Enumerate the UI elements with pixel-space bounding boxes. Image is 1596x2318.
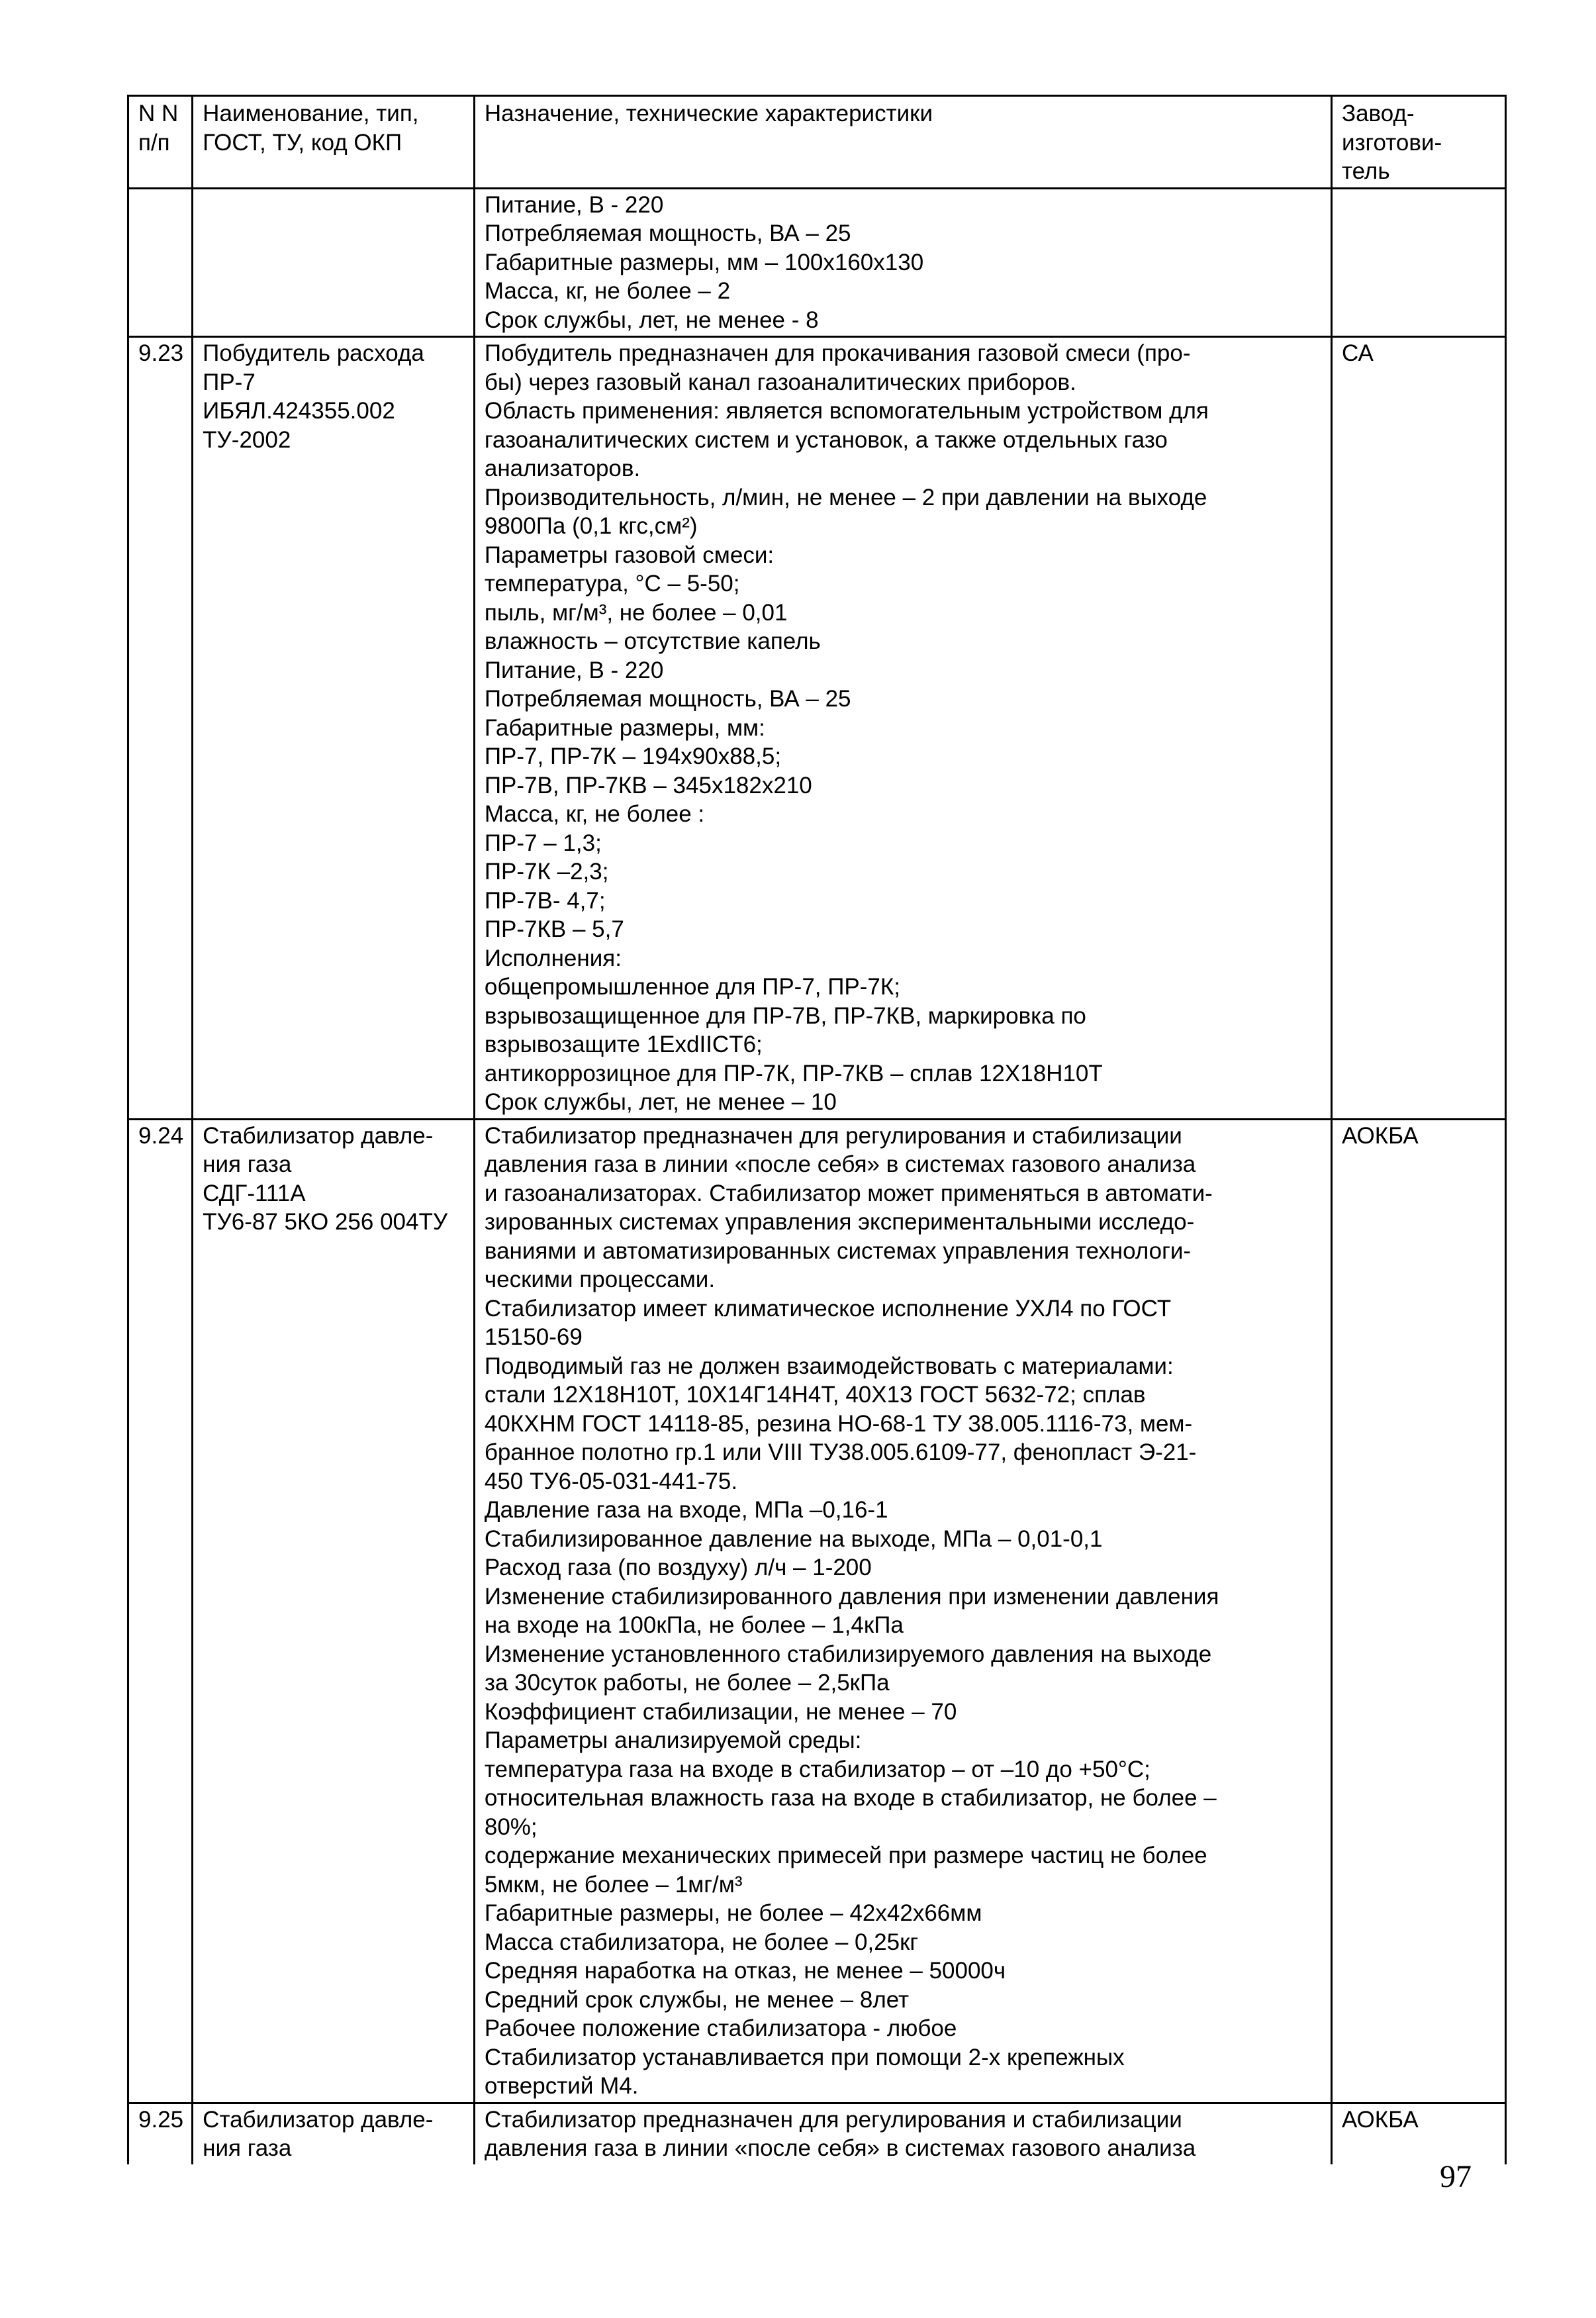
cell-desc-line: на входе на 100кПа, не более – 1,4кПа bbox=[484, 1612, 904, 1638]
cell-desc bbox=[474, 1119, 1331, 2103]
cell-desc-line: Потребляемая мощность, ВА – 25 bbox=[484, 686, 851, 712]
cell-desc-line: Расход газа (по воздуху) л/ч – 1-200 bbox=[484, 1555, 872, 1580]
cell-desc-line: Стабилизатор предназначен для регулирования и стабилизации bbox=[484, 1122, 1182, 1149]
cell-name-line: ния газа bbox=[203, 1151, 292, 1177]
cell-maker-text: АОКБА bbox=[1341, 2106, 1419, 2133]
header-maker bbox=[1331, 96, 1505, 189]
cell-desc-line: отверстий М4. bbox=[484, 2073, 639, 2099]
cell-desc-line: и газоанализаторах. Стабилизатор может применяться в автомати- bbox=[484, 1180, 1213, 1206]
cell-name-line: ИБЯЛ.424355.002 bbox=[203, 398, 395, 424]
cell-name-line: ТУ-2002 bbox=[203, 426, 291, 453]
cell-desc-line: Исполнения: bbox=[484, 945, 622, 971]
cell-desc-line: Средний срок службы, не менее – 8лет bbox=[484, 1986, 910, 2013]
cell-desc-line: пыль, мг/м³, не более – 0,01 bbox=[484, 599, 788, 626]
cell-desc-line: Давление газа на входе, МПа –0,16-1 bbox=[484, 1497, 888, 1523]
cell-num bbox=[128, 1119, 193, 2103]
cell-num bbox=[128, 188, 193, 337]
cell-desc-line: Производительность, л/мин, не менее – 2 при давлении на выходе bbox=[484, 484, 1207, 510]
header-desc-line: Назначение, технические характеристики bbox=[484, 101, 933, 126]
cell-name bbox=[193, 188, 475, 337]
cell-desc-line: Габаритные размеры, мм – 100х160х130 bbox=[484, 249, 924, 275]
cell-desc-line: 9800Па (0,1 кгс,см²) bbox=[484, 513, 698, 539]
header-desc bbox=[474, 96, 1331, 189]
cell-desc-line: Питание, В - 220 bbox=[484, 657, 664, 683]
cell-num-text: 9.23 bbox=[138, 340, 184, 366]
cell-desc-line: ПР-7К –2,3; bbox=[484, 859, 609, 885]
cell-name-line: Побудитель расхода bbox=[203, 340, 424, 366]
cell-desc-line: газоаналитических систем и установок, а также отдельных газо bbox=[484, 426, 1168, 453]
cell-maker bbox=[1331, 188, 1505, 337]
header-num bbox=[128, 96, 193, 189]
cell-desc-line: Рабочее положение стабилизатора - любое bbox=[484, 2015, 957, 2041]
cell-name-line: ТУ6-87 5КО 256 004ТУ bbox=[203, 1209, 448, 1235]
cell-maker bbox=[1331, 337, 1505, 1120]
cell-desc-line: ПР-7 – 1,3; bbox=[484, 830, 602, 856]
cell-desc-line: Масса, кг, не более : bbox=[484, 801, 705, 827]
table-row bbox=[128, 2103, 1506, 2164]
cell-desc-line: ПР-7, ПР-7К – 194х90х88,5; bbox=[484, 744, 782, 769]
cell-name-line: Стабилизатор давле- bbox=[203, 2106, 434, 2133]
cell-desc-line: 450 ТУ6-05-031-441-75. bbox=[484, 1468, 738, 1494]
cell-desc-line: температура, °С – 5-50; bbox=[484, 571, 740, 597]
cell-desc-line: общепромышленное для ПР-7, ПР-7К; bbox=[484, 974, 900, 1000]
cell-maker-text: АОКБА bbox=[1341, 1122, 1419, 1149]
cell-desc-line: взрывозащите 1ExdIICT6; bbox=[484, 1032, 763, 1057]
cell-maker-text: СА bbox=[1341, 340, 1374, 366]
table-row bbox=[128, 1119, 1506, 2103]
cell-desc-line: Изменение установленного стабилизируемого давления на выходе bbox=[484, 1641, 1212, 1667]
header-num-line: N N bbox=[138, 101, 179, 126]
cell-desc-line: Параметры анализируемой среды: bbox=[484, 1727, 862, 1753]
cell-num bbox=[128, 2103, 193, 2164]
cell-desc-line: температура газа на входе в стабилизатор – от –10 до +50°С; bbox=[484, 1756, 1150, 1782]
cell-desc-line: стали 12Х18Н10Т, 10Х14Г14Н4Т, 40Х13 ГОСТ 5632-72; сплав bbox=[484, 1382, 1146, 1408]
cell-desc-line: за 30суток работы, не более – 2,5кПа bbox=[484, 1670, 890, 1696]
cell-desc-line: содержание механических примесей при размере частиц не более bbox=[484, 1843, 1207, 1868]
cell-desc-line: Питание, В - 220 bbox=[484, 191, 664, 218]
header-name bbox=[193, 96, 475, 189]
cell-desc-line: ПР-7В, ПР-7КВ – 345х182х210 bbox=[484, 772, 812, 798]
cell-desc-line: Стабилизатор устанавливается при помощи 2-х крепежных bbox=[484, 2044, 1125, 2070]
cell-desc-line: Побудитель предназначен для прокачивания газовой смеси (про- bbox=[484, 340, 1191, 366]
cell-desc-line: Срок службы, лет, не менее - 8 bbox=[484, 307, 819, 333]
cell-desc-line: анализаторов. bbox=[484, 456, 641, 481]
cell-desc-line: 80%; bbox=[484, 1813, 538, 1840]
cell-desc-line: Габаритные размеры, не более – 42х42х66мм bbox=[484, 1900, 982, 1926]
cell-name-line: ния газа bbox=[203, 2135, 292, 2161]
cell-desc-line: Стабилизатор имеет климатическое исполнение УХЛ4 по ГОСТ bbox=[484, 1295, 1172, 1322]
cell-desc-line: Подводимый газ не должен взаимодействовать с материалами: bbox=[484, 1353, 1174, 1379]
cell-name-line: Стабилизатор давле- bbox=[203, 1122, 434, 1149]
cell-desc-line: Средняя наработка на отказ, не менее – 50000ч bbox=[484, 1958, 1006, 1984]
cell-desc-line: влажность – отсутствие капель bbox=[484, 628, 821, 654]
cell-desc-line: зированных системах управления экспериментальными исследо- bbox=[484, 1209, 1195, 1235]
cell-desc-line: взрывозащищенное для ПР-7В, ПР-7КВ, маркировка по bbox=[484, 1002, 1086, 1029]
cell-desc-line: Коэффициент стабилизации, не менее – 70 bbox=[484, 1698, 957, 1725]
cell-desc-line: Параметры газовой смеси: bbox=[484, 542, 775, 568]
cell-desc-line: Стабилизированное давление на выходе, МПа – 0,01-0,1 bbox=[484, 1525, 1103, 1552]
cell-name bbox=[193, 1119, 475, 2103]
header-name-line: ГОСТ, ТУ, код ОКП bbox=[203, 129, 402, 156]
cell-desc-line: Масса, кг, не более – 2 bbox=[484, 278, 731, 304]
cell-name bbox=[193, 2103, 475, 2164]
cell-maker bbox=[1331, 2103, 1505, 2164]
cell-desc-line: ПР-7КВ – 5,7 bbox=[484, 916, 624, 942]
header-maker-line: Завод- bbox=[1341, 101, 1415, 126]
table-row bbox=[128, 337, 1506, 1120]
spec-table bbox=[127, 95, 1507, 2164]
header-maker-line: тель bbox=[1341, 158, 1390, 184]
header-num-line: п/п bbox=[138, 129, 170, 156]
cell-desc bbox=[474, 337, 1331, 1120]
cell-desc-line: бы) через газовый канал газоаналитических приборов. bbox=[484, 369, 1076, 395]
cell-maker bbox=[1331, 1119, 1505, 2103]
cell-desc-line: 15150-69 bbox=[484, 1324, 583, 1350]
cell-desc-line: Срок службы, лет, не менее – 10 bbox=[484, 1089, 837, 1115]
cell-desc-line: давления газа в линии «после себя» в системах газового анализа bbox=[484, 1151, 1196, 1177]
cell-desc-line: ческими процессами. bbox=[484, 1267, 716, 1292]
cell-desc bbox=[474, 188, 1331, 337]
cell-desc-line: относительная влажность газа на входе в стабилизатор, не более – bbox=[484, 1785, 1217, 1811]
cell-desc-line: Изменение стабилизированного давления при изменении давления bbox=[484, 1583, 1219, 1610]
cell-desc-line: Масса стабилизатора, не более – 0,25кг bbox=[484, 1929, 919, 1955]
cell-desc-line: Габаритные размеры, мм: bbox=[484, 714, 765, 741]
page-number: 97 bbox=[1440, 2159, 1472, 2194]
cell-desc-line: давления газа в линии «после себя» в системах газового анализа bbox=[484, 2135, 1196, 2161]
cell-num-text: 9.25 bbox=[138, 2106, 184, 2133]
cell-name bbox=[193, 337, 475, 1120]
cell-desc-line: Стабилизатор предназначен для регулирования и стабилизации bbox=[484, 2106, 1182, 2133]
cell-desc-line: 5мкм, не более – 1мг/м³ bbox=[484, 1871, 743, 1898]
header-name-line: Наименование, тип, bbox=[203, 101, 419, 126]
cell-num bbox=[128, 337, 193, 1120]
cell-desc bbox=[474, 2103, 1331, 2164]
header-maker-line: изготови- bbox=[1341, 129, 1442, 156]
cell-desc-line: ваниями и автоматизированных системах управления технологи- bbox=[484, 1237, 1192, 1264]
cell-desc-line: ПР-7В- 4,7; bbox=[484, 887, 606, 914]
cell-desc-line: 40КХНМ ГОСТ 14118-85, резина НО-68-1 ТУ 38.005.1116-73, мем- bbox=[484, 1410, 1193, 1437]
cell-desc-line: Потребляемая мощность, ВА – 25 bbox=[484, 220, 851, 246]
cell-desc-line: бранное полотно гр.1 или VIII ТУ38.005.6109-77, фенопласт Э-21- bbox=[484, 1439, 1197, 1465]
cell-name-line: ПР-7 bbox=[203, 369, 256, 395]
cell-name-line: СДГ-111А bbox=[203, 1180, 306, 1206]
cell-desc-line: антикоррозицное для ПР-7К, ПР-7КВ – сплав 12Х18Н10Т bbox=[484, 1060, 1103, 1087]
table-header-row bbox=[128, 96, 1506, 189]
cell-num-text: 9.24 bbox=[138, 1122, 184, 1149]
table-row bbox=[128, 188, 1506, 337]
cell-desc-line: Область применения: является вспомогательным устройством для bbox=[484, 398, 1209, 424]
